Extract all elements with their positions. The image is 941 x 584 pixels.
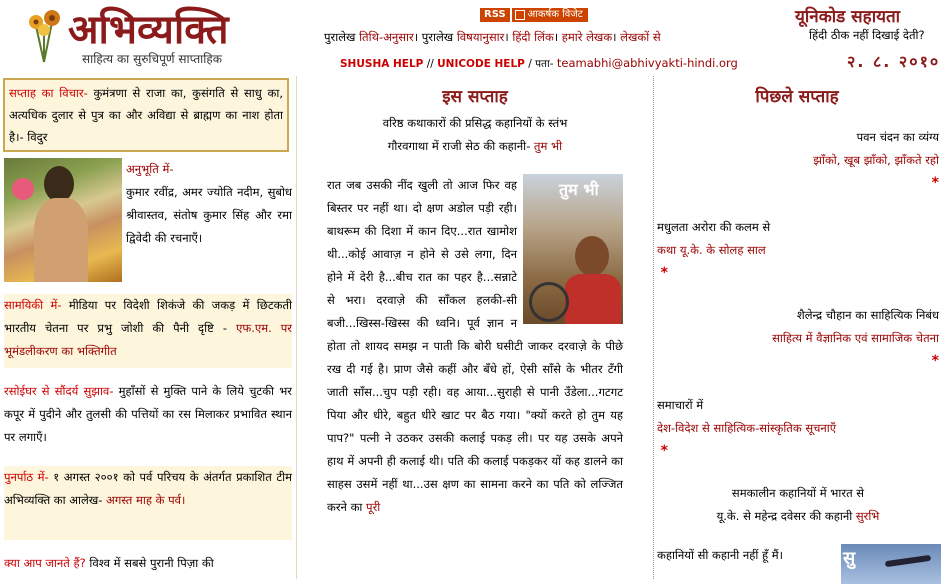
story-text: रात जब उसकी नींद खुली तो आज फिर वह बिस्तर पर नहीं था। दो क्षण अडोल पड़ी रही। बाथरूम की दिशा में कान दिए...रात खामोश थी...कोई आवाज़ न होने से उसे लगा, दिन होने में देरी है...बीच रात का पहर है...सन्नाटे से भरा। दरवाज़े की साँकल हलकी-सी बजी...खिस्स-खिस्स की ध्वनि। पूर्व ज्ञान न होता तो शायद समझ न पाती कि बोरी घसीटी जाकर दरवाज़े के पीछे रख दी गई है। प्राण जैसे कहीं और बँधे हों, ऐसी साँसे के भीतर टँगी जाती साँस...चुप पड़ी रही। वह आया...सुराही से पानी उँडेला...गटगट पिया और धीरे, बहुत धीरे खाट पर बैठ गया। "क्यों करते हो तुम यह पाप?" पत्नी ने उठकर उसकी कलाई पकड़ ली। पर यह उसके अपने हाथ में अपनी ही कलाई थी। पति की कलाई पकड़कर यों कह डालने का साहस उसमें नहीं था...उस क्षण का सामना करने का पति को लज्जित करने का: [327, 178, 623, 514]
item-4-link[interactable]: देश-विदेश से साहित्यिक-सांस्कृतिक सूचनाएँ: [657, 421, 837, 435]
intro-line-1: वरिष्ठ कथाकारों की प्रसिद्ध कहानियों के स्तंभ: [382, 116, 568, 130]
header-nav: [300, 4, 790, 74]
flower-icon: [12, 178, 34, 200]
nav-by-date-link[interactable]: तिथि-अनुसार: [359, 30, 414, 44]
item-5-text-2: यू.के. से महेन्द्र दवेसर की कहानी: [716, 509, 853, 523]
nav-archive-label-2: पुरालेख: [421, 30, 454, 44]
story-title-link[interactable]: तुम भी: [530, 139, 563, 153]
intro-line-2: गौरवगाथा में राजी सेठ की कहानी-: [387, 139, 531, 153]
last-week-item-3: [657, 304, 939, 373]
logo-tagline: साहित्य का सुरुचिपूर्ण साप्ताहिक: [82, 52, 222, 66]
last-week-heading: पिछले सप्ताह: [755, 87, 839, 107]
item-3-link[interactable]: साहित्य में वैज्ञानिक एवं सामाजिक चेतना: [772, 331, 939, 345]
left-column: [0, 76, 296, 579]
last-week-item-1: [657, 126, 939, 195]
help-separator: //: [426, 58, 434, 70]
thought-text: कुमंत्रणा से राजा का, कुसंगति से साधु का, अत्यधिक दुलार से पुत्र का और अविद्या से ब्राह्मण का नाश होता है।- विदुर: [9, 86, 283, 144]
star-icon: *: [931, 175, 939, 191]
item-4-text: समाचारों में: [657, 398, 704, 412]
middle-column: [296, 76, 654, 579]
nav-our-writers-link[interactable]: हमारे लेखक: [561, 30, 613, 44]
anubhuti-text: कुमार रवींद्र, अमर ज्योति नदीम, सुबोध श्रीवास्तव, संतोष कुमार सिंह और रमा द्विवेदी की रचनाएँ।: [126, 185, 292, 245]
airplane-icon: [885, 555, 931, 567]
this-week-intro: [297, 112, 653, 158]
item-2-link[interactable]: कथा यू.के. के सोलह साल: [657, 243, 766, 257]
did-you-know-label: क्या आप जानते हैं?: [4, 556, 86, 570]
story-image-caption: तुम भी: [559, 180, 599, 199]
thought-of-week: [3, 78, 289, 152]
site-logo[interactable]: [20, 4, 298, 70]
nav-from-writers-link[interactable]: लेखकों से: [620, 30, 661, 44]
rasoi-block: [4, 380, 292, 449]
did-you-know-block: [4, 552, 292, 575]
unicode-help-subtitle: हिंदी ठीक नहीं दिखाई देती?: [809, 28, 925, 42]
shusha-help-link[interactable]: SHUSHA HELP: [340, 58, 424, 70]
punarpath-block: [4, 466, 292, 540]
story-excerpt: [327, 174, 623, 519]
nav-links: पुरालेख तिथि-अनुसार। पुरालेख विषयानुसार। हिंदी लिंक। हमारे लेखक। लेखकों से: [324, 30, 661, 44]
did-you-know-text: विश्व में सबसे पुरानी पिज़ा की: [85, 556, 214, 570]
this-week-heading: इस सप्ताह: [442, 87, 508, 107]
punarpath-text: १ अगस्त २००१ को पर्व परिचय के अंतर्गत प्रकाशित टीम अभिव्यक्ति का आलेख-: [4, 470, 292, 507]
rasoi-label: रसोईघर से सौंदर्य सुझाव-: [4, 384, 114, 398]
flower-logo-icon: [24, 6, 64, 64]
thumbnail-caption: सु: [843, 548, 856, 569]
last-week-item-2: [657, 216, 939, 285]
star-icon: *: [660, 443, 668, 459]
issue-date: २. ८. २०१०: [847, 52, 941, 71]
last-week-item-4: [657, 394, 939, 463]
item-5-text-1: समकालीन कहानियों में भारत से: [731, 486, 865, 500]
unicode-help-link[interactable]: UNICODE HELP: [437, 58, 525, 70]
rss-button[interactable]: RSS: [480, 8, 510, 22]
site-header: [0, 0, 941, 75]
nav-archive-label: पुरालेख: [324, 30, 356, 44]
feed-row: [480, 8, 588, 22]
star-icon: *: [931, 353, 939, 369]
item-1-text: पवन चंदन का व्यंग्य: [856, 130, 939, 144]
rasoi-text: मुहाँसों से मुक्ति पाने के लिये चुटकी भर कपूर में पुदीने और तुलसी की पत्तियों का रस मिलाकर प्रभावित स्थान पर लगाएँ।: [4, 384, 292, 444]
anubhuti-block: [126, 158, 292, 250]
widget-icon: [515, 10, 525, 20]
item-2-text: मधुलता अरोरा की कलम से: [657, 220, 771, 234]
thought-label: सप्ताह का विचार-: [9, 86, 88, 100]
help-row: [340, 56, 738, 71]
item-1-link[interactable]: झाँको, खूब झाँको, झाँकते रहो: [813, 153, 939, 167]
bicycle-icon: [529, 282, 569, 322]
widget-label: आकर्षक विजेट: [527, 9, 583, 20]
story-thumbnail[interactable]: [841, 544, 941, 584]
right-column: [653, 76, 941, 579]
logo-title: अभिव्यक्ति: [68, 6, 229, 53]
read-more-link[interactable]: पूरी: [362, 500, 381, 514]
unicode-help-title[interactable]: यूनिकोड सहायता: [795, 7, 901, 27]
item-3-text: शैलेन्द्र चौहान का साहित्यिक निबंध: [796, 308, 939, 322]
anubhuti-link[interactable]: अनुभूति में-: [126, 162, 174, 176]
punarpath-link[interactable]: अगस्त माह के पर्व।: [102, 493, 186, 507]
item-5-link[interactable]: सुरभि: [852, 509, 880, 523]
anubhuti-image[interactable]: [4, 158, 122, 282]
unicode-help-box: [795, 4, 941, 74]
email-link[interactable]: teamabhi@abhivyakti-hindi.org: [556, 56, 738, 70]
samayiki-text: मीडिया पर विदेशी शिकंजे की जकड़ में छिटकती भारतीय चेतना पर प्रभु जोशी की पैनी दृष्टि -: [4, 298, 292, 335]
samayiki-label: सामयिकी में-: [4, 298, 62, 312]
samayiki-link[interactable]: एफ.एम. पर भूमंडलीकरण का भक्तिगीत: [4, 321, 292, 358]
last-week-item-5: [657, 482, 939, 528]
samayiki-block: [4, 294, 292, 368]
star-icon: *: [660, 265, 668, 281]
last-week-item-6: [657, 544, 841, 567]
story-image[interactable]: [523, 174, 623, 324]
punarpath-label: पुनर्पाठ में-: [4, 470, 49, 484]
nav-hindi-links-link[interactable]: हिंदी लिंक: [512, 30, 554, 44]
widget-button[interactable]: [512, 8, 588, 22]
item-6-text: कहानियों सी कहानी नहीं हूँ मैं।: [657, 548, 784, 562]
email-prefix: / पता-: [528, 58, 554, 70]
nav-by-subject-link[interactable]: विषयानुसार: [456, 30, 505, 44]
